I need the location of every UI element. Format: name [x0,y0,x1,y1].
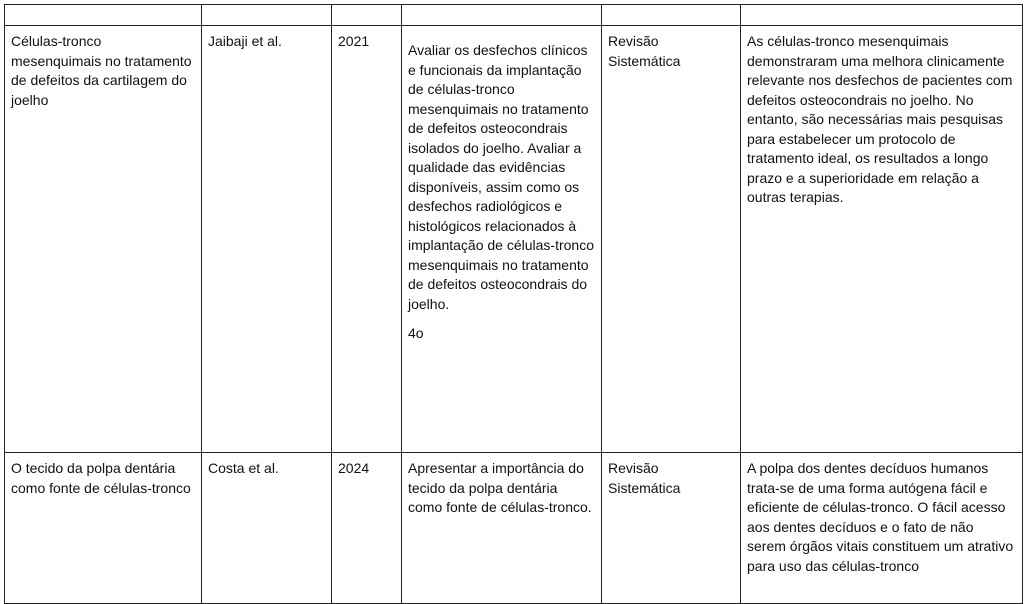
studies-table [4,4,1023,604]
table-cell [202,5,332,26]
cell-authors: Costa et al. [202,453,332,604]
table-header-row [5,5,1023,26]
cell-type: Revisão Sistemática [602,453,741,604]
cell-conclusion: A polpa dos dentes decíduos humanos trata-se de uma forma autógena fácil e eficiente de células-tronco. O fácil acesso aos dentes decíduos e o fato de não serem órgãos vitais constituem um atrativo para uso das células-tronco [741,453,1023,604]
table-cell [332,5,402,26]
objective-note: 4o [408,325,424,341]
table-cell [5,5,202,26]
table-row [5,453,1023,604]
cell-title: O tecido da polpa dentária como fonte de células-tronco [5,453,202,604]
cell-year: 2021 [332,26,402,453]
table-row [5,26,1023,453]
cell-objective: Apresentar a importância do tecido da polpa dentária como fonte de células-tronco. [402,453,602,604]
cell-authors: Jaibaji et al. [202,26,332,453]
cell-title: Células-tronco mesenquimais no tratamento de defeitos da cartilagem do joelho [5,26,202,453]
table-cell [402,5,602,26]
cell-type: Revisão Sistemática [602,26,741,453]
cell-year: 2024 [332,453,402,604]
objective-text: Avaliar os desfechos clínicos e funcionais da implantação de células-tronco mesenquimais no tratamento de defeitos osteocondrais isolados do joelho. Avaliar a qualidade das evidências disponíveis, assim como os desfechos radiológicos e histológicos relacionados à implantação de células-tronco mesenquimais no tratamento de defeitos osteocondrais do joelho. [408,42,594,312]
cell-objective [402,26,602,453]
cell-conclusion: As células-tronco mesenquimais demonstraram uma melhora clinicamente relevante nos desfechos de pacientes com defeitos osteocondrais no joelho. No entanto, são necessárias mais pesquisas para estabelecer um protocolo de tratamento ideal, os resultados a longo prazo e a superioridade em relação a outras terapias. [741,26,1023,453]
table-cell [741,5,1023,26]
table-cell [602,5,741,26]
